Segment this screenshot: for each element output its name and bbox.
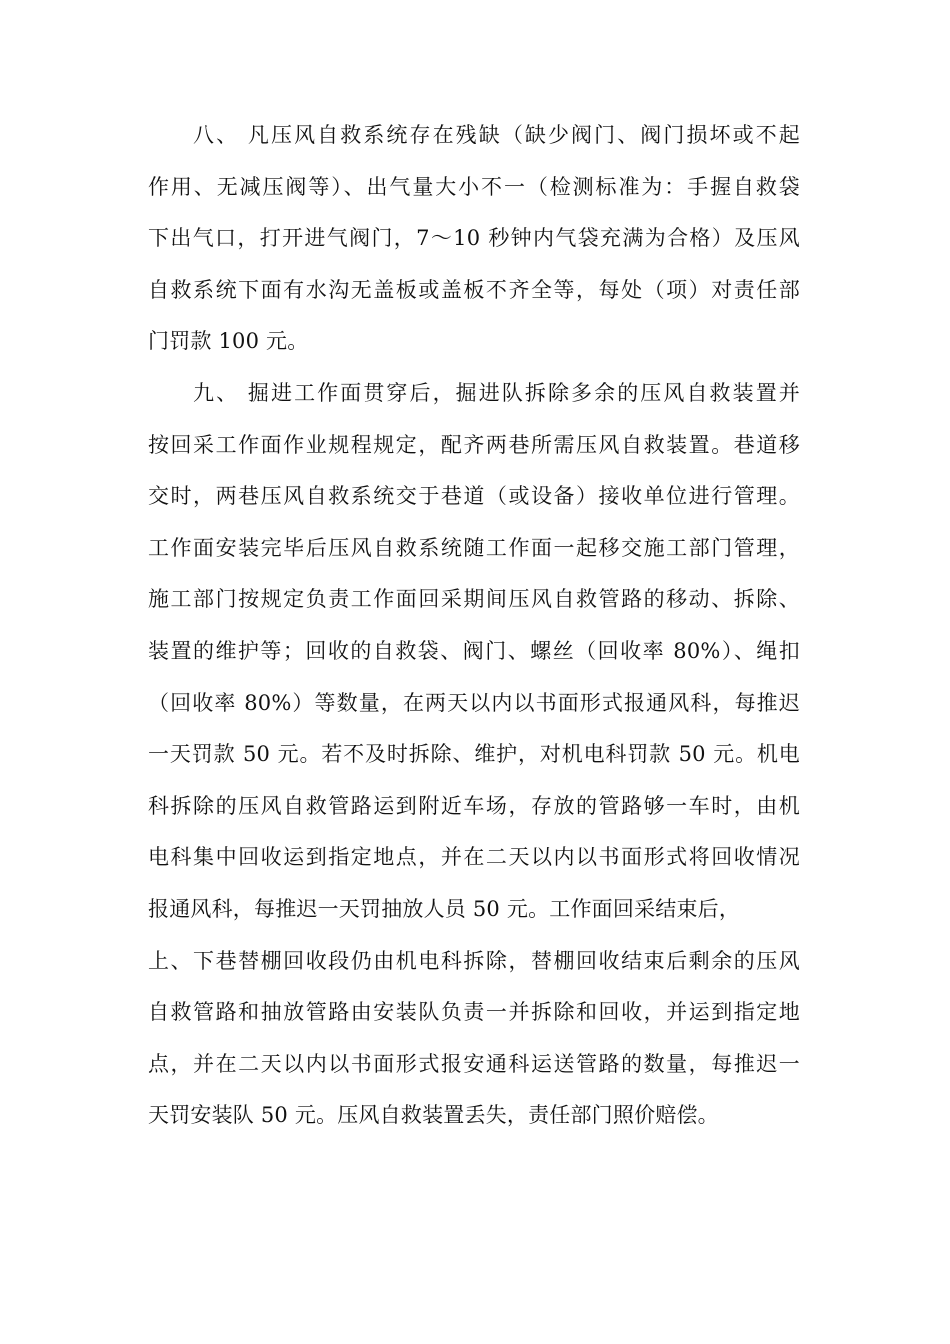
paragraph-line: 点，并在二天以内以书面形式报安通科运送管路的数量，每推迟一 (148, 1051, 800, 1076)
paragraph-line: 装置的维护等；回收的自救袋、阀门、螺丝（回收率 80%）、绳扣 (148, 639, 800, 663)
paragraph-line: 下出气口，打开进气阀门，7～10 秒钟内气袋充满为合格）及压风 (148, 226, 800, 251)
paragraph-line: 报通风科，每推迟一天罚抽放人员 50 元。工作面回采结束后， (148, 897, 741, 921)
paragraph-line: 一天罚款 50 元。若不及时拆除、维护，对机电科罚款 50 元。机电 (148, 742, 800, 767)
paragraph-line: 电科集中回收运到指定地点，并在二天以内以书面形式将回收情况 (148, 845, 800, 870)
paragraph-line: 按回采工作面作业规程规定，配齐两巷所需压风自救装置。巷道移 (148, 432, 800, 457)
paragraph-line: 自救管路和抽放管路由安装队负责一并拆除和回收，并运到指定地 (148, 1000, 800, 1025)
paragraph-line: 科拆除的压风自救管路运到附近车场，存放的管路够一车时，由机 (148, 793, 800, 818)
paragraph-line: 施工部门按规定负责工作面回采期间压风自救管路的移动、拆除、 (148, 587, 800, 612)
paragraph-line: 门罚款 100 元。 (148, 329, 309, 354)
paragraph-line: 天罚安装队 50 元。压风自救装置丢失，责任部门照价赔偿。 (148, 1103, 719, 1128)
paragraph-line: 八、 凡压风自救系统存在残缺（缺少阀门、阀门损坏或不起 (193, 123, 800, 147)
paragraph-line: 作用、无减压阀等）、出气量大小不一（检测标准为：手握自救袋 (148, 174, 800, 199)
paragraph-line: 九、 掘进工作面贯穿后，掘进队拆除多余的压风自救装置并 (193, 381, 800, 405)
paragraph-line: 自救系统下面有水沟无盖板或盖板不齐全等，每处（项）对责任部 (148, 277, 800, 302)
paragraph-line: 上、下巷替棚回收段仍由机电科拆除，替棚回收结束后剩余的压风 (148, 948, 800, 973)
paragraph-line: 工作面安装完毕后压风自救系统随工作面一起移交施工部门管理， (148, 535, 800, 560)
paragraph-line: 交时，两巷压风自救系统交于巷道（或设备）接收单位进行管理。 (148, 484, 800, 509)
paragraph-line: （回收率 80%）等数量，在两天以内以书面形式报通风科，每推迟 (148, 690, 800, 715)
